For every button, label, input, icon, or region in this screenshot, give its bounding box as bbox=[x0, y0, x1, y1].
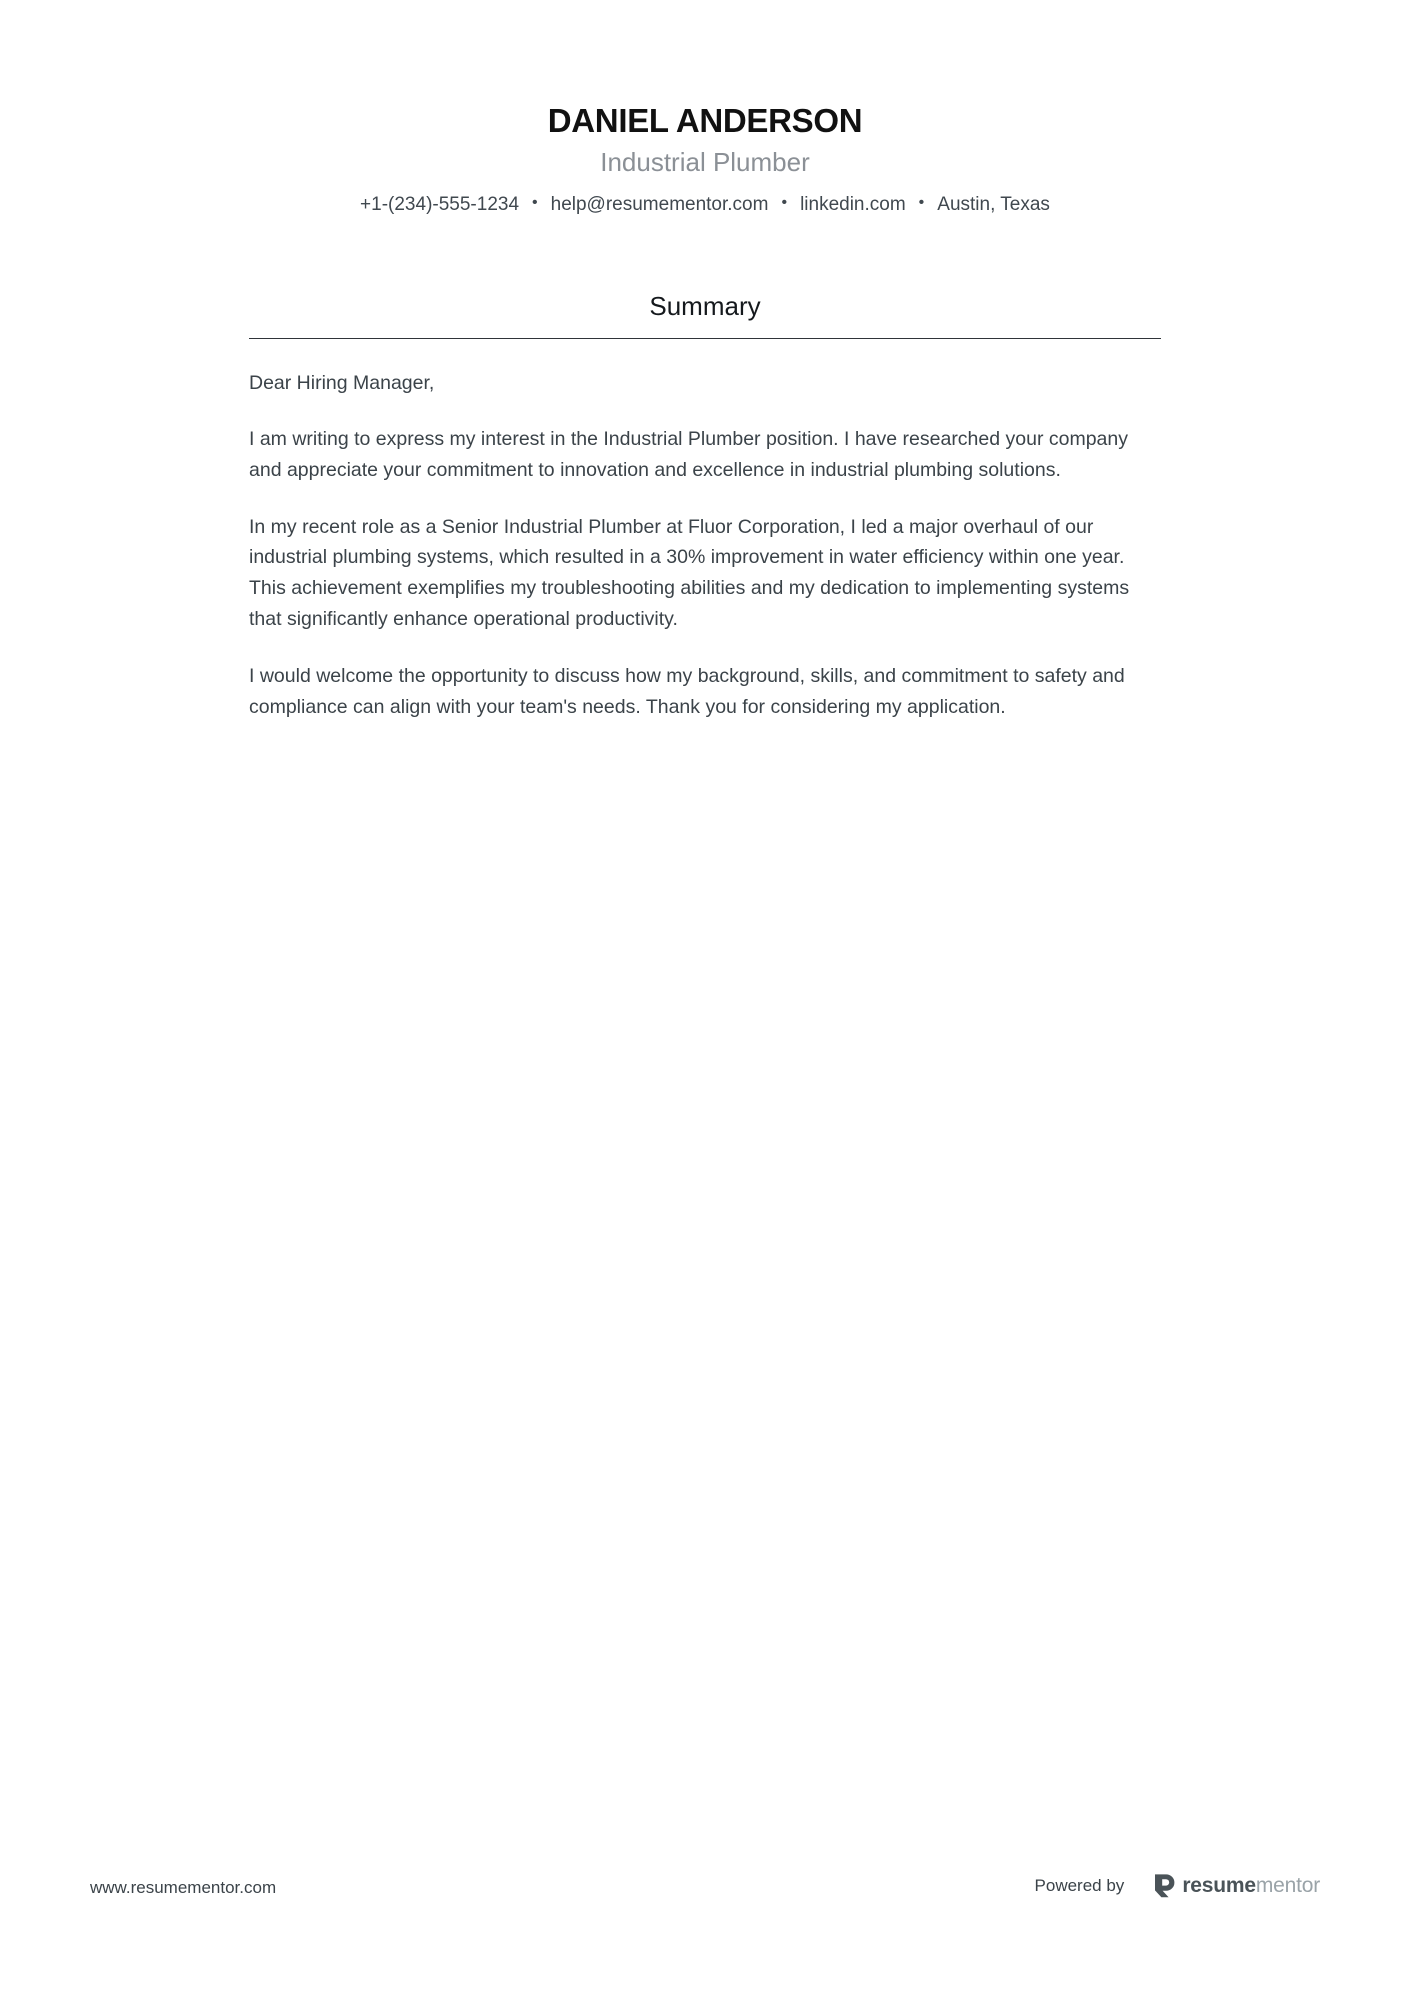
document-header bbox=[0, 0, 1410, 219]
section-title: Summary bbox=[649, 290, 761, 321]
candidate-name: DANIEL ANDERSON bbox=[547, 102, 863, 139]
document-footer bbox=[0, 1845, 1410, 1995]
contact-separator: • bbox=[532, 194, 538, 212]
brand-name-strong: resume bbox=[1182, 1874, 1256, 1897]
contact-location: Austin, Texas bbox=[937, 194, 1050, 216]
powered-by-label: Powered by bbox=[1034, 1876, 1125, 1895]
summary-section bbox=[249, 291, 1161, 723]
candidate-job-title: Industrial Plumber bbox=[600, 146, 810, 177]
contact-separator: • bbox=[781, 194, 788, 212]
letter-paragraph-2: In my recent role as a Senior Industrial Plumber at Fluor Corporation, I led a major overhaul of our industrial plumbing systems, which resulted in a 30% improvement in water efficiency within one year. This achievement exemplifies my troubleshooting abilities and my dedication to implementing systems that significantly enhance operational productivity. bbox=[249, 515, 1130, 631]
contact-line bbox=[0, 192, 1410, 219]
footer-branding bbox=[1035, 1845, 1320, 1898]
contact-separator: • bbox=[918, 194, 925, 212]
cover-letter-body bbox=[249, 339, 1161, 723]
document-content bbox=[249, 291, 1161, 723]
footer-website[interactable]: www.resumementor.com bbox=[90, 1878, 277, 1897]
brand-name-light: mentor bbox=[1255, 1874, 1320, 1897]
brand-wordmark bbox=[1182, 1875, 1320, 1896]
contact-linkedin[interactable]: linkedin.com bbox=[800, 194, 906, 216]
salutation: Dear Hiring Manager, bbox=[249, 371, 435, 394]
resumementor-r-mark-icon bbox=[1154, 1873, 1175, 1898]
letter-paragraph-3: I would welcome the opportunity to discuss how my background, skills, and commitment to safety and compliance can align with your team's needs. Thank you for considering my application. bbox=[249, 664, 1125, 718]
resumementor-logo[interactable] bbox=[1154, 1873, 1320, 1898]
contact-phone: +1-(234)-555-1234 bbox=[360, 194, 520, 216]
contact-email[interactable]: help@resumementor.com bbox=[550, 194, 769, 216]
letter-paragraph-1: I am writing to express my interest in the Industrial Plumber position. I have researched your company and appreciate your commitment to innovation and excellence in industrial plumbing solutions. bbox=[249, 428, 1128, 481]
